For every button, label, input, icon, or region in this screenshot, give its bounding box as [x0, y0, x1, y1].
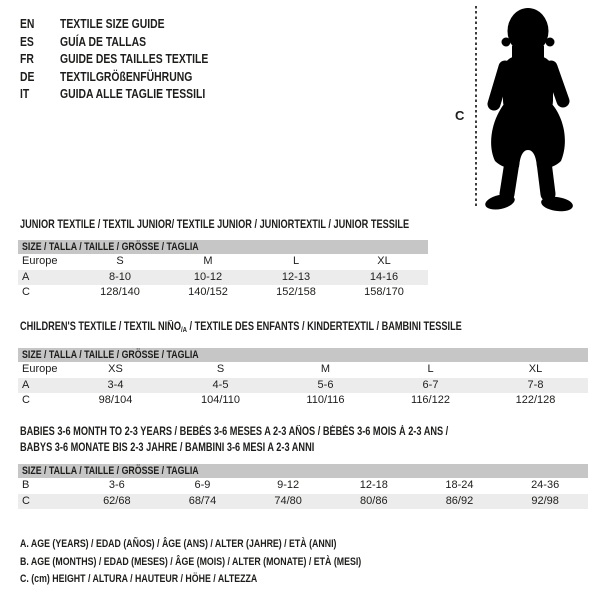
note-age-years: A. AGE (YEARS) / EDAD (AÑOS) / ÂGE (ANS) / ALTER (JAHRE) / ETÀ (ANNI)	[20, 538, 337, 550]
size-cell: 104/110	[201, 394, 240, 406]
size-cell: 3-6	[108, 479, 125, 491]
table-row-europe	[18, 362, 588, 378]
babies-table	[18, 464, 588, 509]
size-cell: 128/140	[100, 286, 140, 298]
row-label: Europe	[22, 363, 58, 375]
size-cell: 110/116	[306, 394, 345, 406]
language-code: DE	[20, 68, 35, 84]
size-cell: L	[292, 255, 300, 267]
language-label: TEXTILGRÖßENFÜHRUNG	[60, 68, 193, 84]
size-cell: 12-18	[359, 479, 388, 491]
size-cell: S	[116, 255, 124, 267]
junior-table-title: JUNIOR TEXTILE / TEXTIL JUNIOR/ TEXTILE JUNIOR / JUNIORTEXTIL / JUNIOR TESSILE	[20, 219, 410, 231]
size-cell: 24-36	[531, 479, 560, 491]
table-row-height	[18, 285, 428, 301]
size-cell: 6-9	[194, 479, 211, 491]
row-label: C	[22, 394, 30, 406]
size-cell: 8-10	[108, 270, 132, 283]
children-table	[18, 348, 588, 409]
legend-notes	[20, 536, 447, 589]
size-cell: 68/74	[188, 494, 217, 507]
size-cell: 5-6	[317, 378, 334, 391]
language-row-en	[20, 15, 245, 33]
row-label: C	[22, 286, 30, 298]
language-label: GUIDE DES TAILLES TEXTILE	[60, 51, 209, 67]
language-code: FR	[20, 51, 34, 67]
language-label: GUÍA DE TALLAS	[60, 33, 147, 49]
size-cell: 122/128	[515, 394, 556, 406]
size-header-bar: SIZE / TALLA / TAILLE / GRÖSSE / TAGLIA	[18, 464, 588, 478]
subscript-a: /A	[180, 325, 187, 334]
language-row-es	[20, 33, 245, 51]
language-row-fr	[20, 50, 245, 68]
table-row-age	[18, 378, 588, 394]
size-cell: 10-12	[193, 270, 223, 283]
note-height: C. (cm) HEIGHT / ALTURA / HAUTEUR / HÖHE / ALTEZZA	[20, 573, 258, 586]
row-label: C	[22, 494, 30, 507]
row-label: A	[22, 378, 30, 391]
table-row-height	[18, 494, 588, 510]
language-code: ES	[20, 33, 34, 49]
language-row-de	[20, 68, 245, 86]
height-dotted-line	[475, 6, 477, 208]
language-label: TEXTILE SIZE GUIDE	[60, 16, 165, 31]
table-row-age-months	[18, 478, 588, 494]
size-cell: 98/104	[98, 394, 133, 406]
size-header-bar: SIZE / TALLA / TAILLE / GRÖSSE / TAGLIA	[18, 240, 428, 254]
size-cell: XL	[377, 255, 391, 267]
size-header-bar: SIZE / TALLA / TAILLE / GRÖSSE / TAGLIA	[18, 348, 588, 362]
table-row-europe	[18, 254, 428, 270]
size-cell: XL	[528, 363, 543, 375]
size-cell: 9-12	[277, 479, 300, 491]
size-cell: 7-8	[527, 378, 544, 391]
size-cell: 74/80	[274, 494, 302, 507]
language-label: GUIDA ALLE TAGLIE TESSILI	[60, 86, 206, 102]
size-cell: 86/92	[445, 494, 474, 507]
babies-table-title: BABIES 3-6 MONTH TO 2-3 YEARS / BEBÉS 3-6 MESES A 2-3 AÑOS / BÉBÉS 3-6 MOIS À 2-3 ANS / BABYS 3-6 MONATE BIS 2-3 JAHRE / BAMBINI 3-6 MESI A 2-3 ANNI	[20, 426, 449, 454]
note-age-months: B. AGE (MONTHS) / EDAD (MESES) / ÂGE (MOIS) / ALTER (MONATE) / ETÀ (MESI)	[20, 555, 362, 568]
row-label: A	[22, 270, 30, 283]
baby-silhouette-icon	[479, 4, 579, 214]
language-row-it	[20, 85, 245, 103]
size-cell: M	[203, 255, 213, 267]
size-cell: 14-16	[369, 270, 399, 283]
size-cell: 3-4	[107, 378, 124, 391]
size-cell: 6-7	[422, 378, 439, 391]
size-cell: 158/170	[364, 286, 404, 298]
size-cell: 4-5	[212, 378, 229, 391]
size-cell: 116/122	[411, 394, 450, 406]
size-cell: 152/158	[276, 286, 316, 298]
table-row-height	[18, 393, 588, 409]
row-label: B	[22, 479, 30, 491]
size-cell: 18-24	[445, 479, 474, 491]
table-row-age	[18, 270, 428, 286]
size-cell: 80/86	[360, 494, 388, 507]
height-label-c: C	[455, 108, 465, 123]
size-cell: 92/98	[531, 494, 559, 507]
size-cell: 140/152	[188, 286, 228, 298]
children-table-title: CHILDREN'S TEXTILE / TEXTIL NIÑO/A / TEXTILE DES ENFANTS / KINDERTEXTIL / BAMBINI TESSILE	[20, 321, 462, 334]
row-label: Europe	[22, 255, 58, 267]
size-cell: S	[216, 363, 225, 375]
language-code: EN	[20, 16, 35, 31]
junior-table	[18, 240, 428, 301]
language-code: IT	[20, 86, 30, 102]
language-list	[20, 15, 245, 103]
size-cell: 12-13	[281, 270, 311, 283]
size-cell: XS	[108, 363, 123, 375]
size-cell: L	[427, 363, 434, 375]
size-cell: M	[320, 363, 331, 375]
baby-silhouette-shape	[484, 8, 574, 213]
size-cell: 62/68	[103, 494, 131, 507]
